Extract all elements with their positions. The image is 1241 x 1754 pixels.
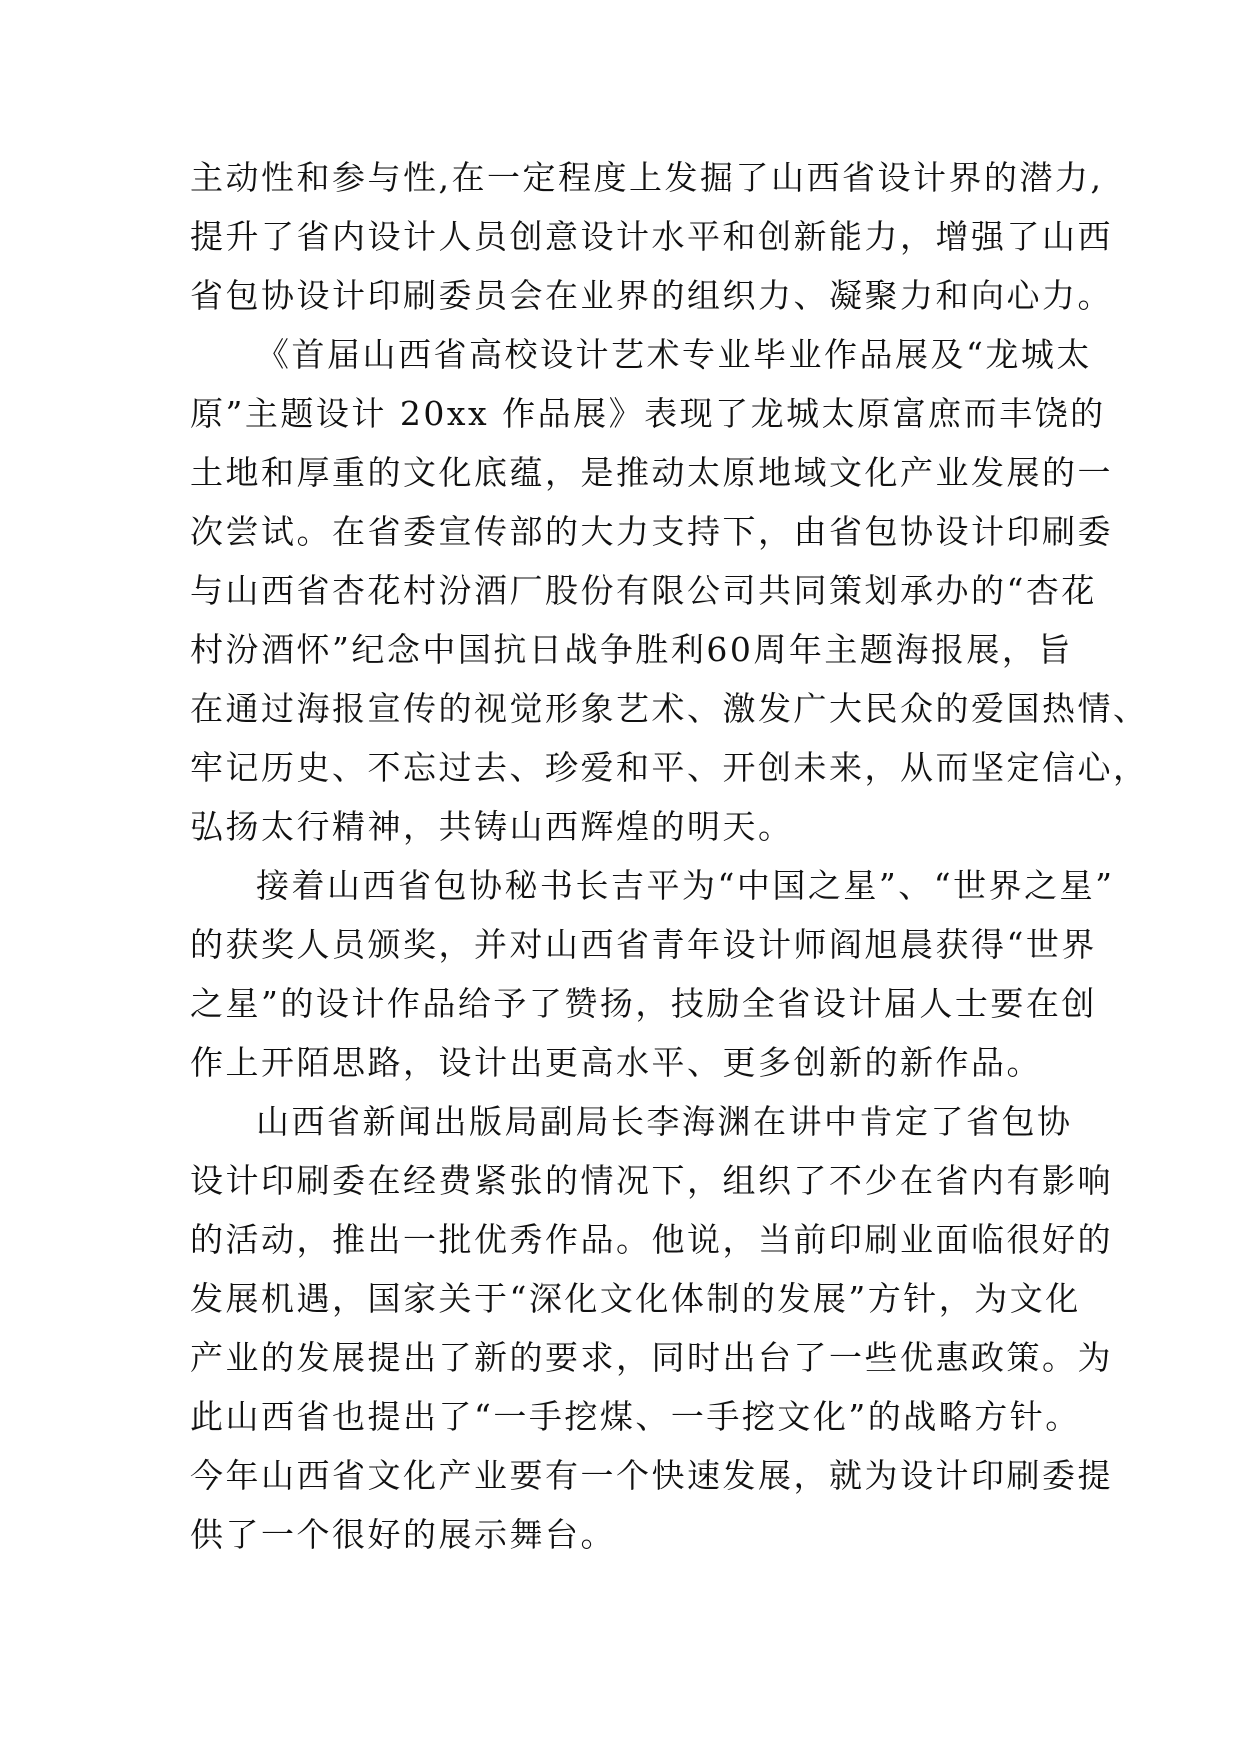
- text-line: 与山西省杏花村汾酒厂股份有限公司共同策划承办的“杏花: [190, 571, 1097, 610]
- text-line: 土地和厚重的文化底蕴，是推动太原地域文化产业发展的一: [190, 453, 1113, 492]
- text-line: 作上开陌思路，设计出更高水平、更多创新的新作品。: [190, 1043, 1042, 1082]
- text-line: 产业的发展提出了新的要求，同时出台了一些优惠政策。为: [190, 1338, 1113, 1377]
- paragraph-first-line: 《首届山西省高校设计艺术专业毕业作品展及“龙城太: [256, 335, 1092, 374]
- text-line: 今年山西省文化产业要有一个快速发展，就为设计印刷委提: [190, 1456, 1113, 1495]
- text-line: 提升了省内设计人员创意设计水平和创新能力，增强了山西: [190, 217, 1113, 256]
- text-line: 发展机遇，国家关于“深化文化体制的发展”方针，为文化: [190, 1279, 1081, 1318]
- text-line: 设计印刷委在经费紧张的情况下，组织了不少在省内有影响: [190, 1161, 1113, 1200]
- text-line: 次尝试。在省委宣传部的大力支持下，由省包协设计印刷委: [190, 512, 1113, 551]
- text-line: 之星”的设计作品给予了赞扬，技励全省设计届人士要在创: [190, 984, 1097, 1023]
- text-line: 弘扬太行精神，共铸山西辉煌的明天。: [190, 807, 794, 846]
- text-line: 在通过海报宣传的视觉形象艺术、激发广大民众的爱国热情、: [190, 689, 1149, 728]
- text-line: 此山西省也提出了“一手挖煤、一手挖文化”的战略方针。: [190, 1397, 1081, 1436]
- paragraph-first-line: 接着山西省包协秘书长吉平为“中国之星”、“世界之星”: [256, 866, 1115, 905]
- text-line: 原”主题设计 20xx 作品展》表现了龙城太原富庶而丰饶的: [190, 394, 1106, 433]
- text-line: 主动性和参与性,在一定程度上发掘了山西省设计界的潜力,: [190, 158, 1104, 197]
- text-line: 牢记历史、不忘过去、珍爱和平、开创未来，从而坚定信心，: [190, 748, 1149, 787]
- text-line: 的获奖人员颁奖，并对山西省青年设计师阎旭晨获得“世界: [190, 925, 1097, 964]
- text-line: 供了一个很好的展示舞台。: [190, 1515, 616, 1554]
- text-line: 的活动，推出一批优秀作品。他说，当前印刷业面临很好的: [190, 1220, 1113, 1259]
- body-text: [190, 148, 1149, 1564]
- text-line: 省包协设计印刷委员会在业界的组织力、凝聚力和向心力。: [190, 276, 1113, 315]
- text-line: 村汾酒怀”纪念中国抗日战争胜利60周年主题海报展，旨: [190, 630, 1073, 669]
- paragraph-first-line: 山西省新闻出版局副局长李海渊在讲中肯定了省包协: [256, 1102, 1073, 1141]
